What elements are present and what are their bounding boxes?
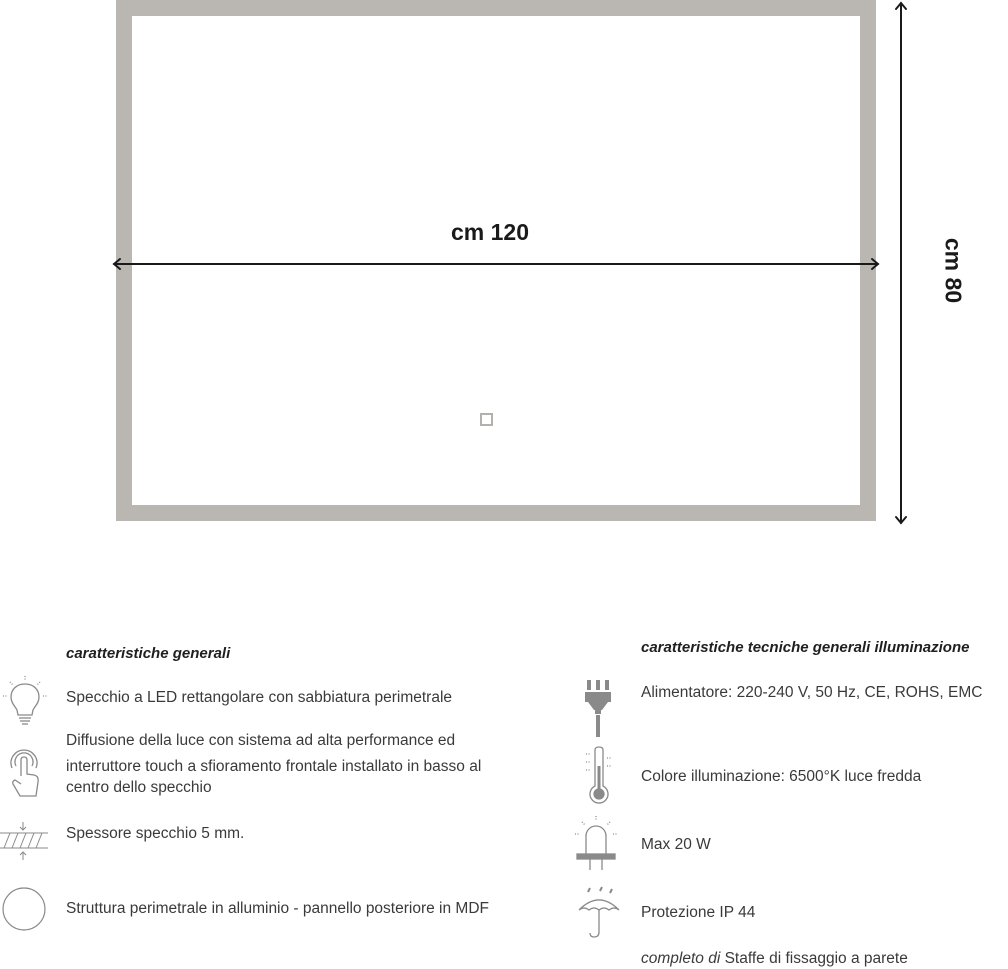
technical-item-1-text: Alimentatore: 220-240 V, 50 Hz, CE, ROHS, EMC [641, 684, 983, 701]
general-item-2-line-1: Diffusione della luce con sistema ad alta performance ed [66, 732, 456, 749]
general-item-4-text: Struttura perimetrale in alluminio - pannello posteriore in MDF [66, 900, 489, 917]
general-item-2-line-3: centro dello specchio [66, 779, 212, 796]
general-heading: caratteristiche generali [66, 645, 231, 662]
technical-item-2-text: Colore illuminazione: 6500°K luce fredda [641, 768, 922, 785]
thermometer-icon [582, 746, 618, 808]
width-dimension-label: cm 120 [450, 219, 529, 245]
general-item-2-line-2: interruttore touch a sfioramento frontale installato in basso al [66, 758, 482, 775]
touch-hand-icon [4, 746, 44, 800]
general-item-3-text: Spessore specchio 5 mm. [66, 825, 245, 842]
led-lamp-icon [574, 814, 618, 872]
technical-footer [641, 948, 908, 969]
height-dimension-label: cm 80 [940, 237, 967, 304]
umbrella-rain-icon [576, 886, 622, 940]
lightbulb-icon [2, 674, 48, 730]
technical-item-4-text: Protezione IP 44 [641, 904, 756, 921]
technical-footer-text: Staffe di fissaggio a parete [720, 950, 908, 967]
technical-item-3-text: Max 20 W [641, 836, 711, 853]
circle-icon [1, 886, 47, 932]
thickness-icon [0, 820, 50, 864]
power-plug-icon [584, 680, 612, 740]
technical-heading: caratteristiche tecniche generali illuminazione [641, 639, 970, 656]
general-item-1-text: Specchio a LED rettangolare con sabbiatura perimetrale [66, 689, 453, 706]
technical-footer-prefix: completo di [641, 950, 721, 967]
